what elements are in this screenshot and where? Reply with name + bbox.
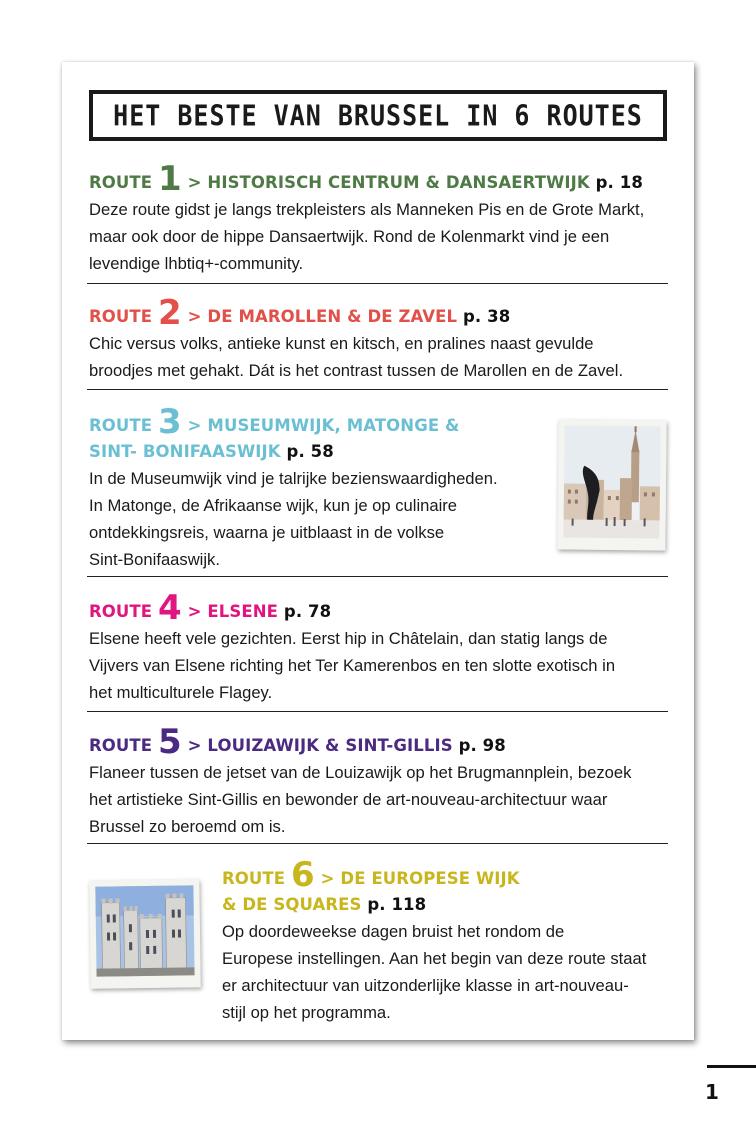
- page-title: HET BESTE VAN BRUSSEL IN 6 ROUTES: [113, 98, 643, 133]
- route-1-name: > HISTORISCH CENTRUM & DANSAERTWIJK: [187, 173, 590, 192]
- divider-2: [87, 389, 668, 390]
- route-4-number: 4: [158, 588, 182, 628]
- route-3-photo: [557, 419, 666, 550]
- route-5-description: [89, 759, 679, 840]
- route-2-number: 2: [158, 293, 182, 333]
- route-1-heading: [89, 159, 679, 199]
- route-5-name: > LOUIZAWIJK & SINT-GILLIS: [187, 736, 453, 755]
- route-4-description: [89, 625, 679, 706]
- route-6-line-1: Op doordeweekse dagen bruist het rondom de: [222, 922, 565, 941]
- route-3-line-1: In de Museumwijk vind je talrijke bezienswaardigheden.: [89, 469, 498, 488]
- route-6-line-4: stijl op het programma.: [222, 1003, 391, 1022]
- route-3-page: p. 58: [286, 442, 334, 461]
- route-6-page: p. 118: [367, 895, 427, 914]
- route-1-page: p. 18: [595, 173, 643, 192]
- route-6-number: 6: [291, 855, 315, 895]
- route-5-page: p. 98: [458, 736, 506, 755]
- route-2-name: > DE MAROLLEN & DE ZAVEL: [187, 307, 458, 326]
- route-3-name-line-2: SINT- BONIFAASWIJK: [89, 442, 281, 461]
- route-2-line-1: Chic versus volks, antieke kunst en kitsch, en pralines naast gevulde: [89, 334, 594, 353]
- route-5-line-2: het artistieke Sint-Gillis en bewonder de art-nouveau-architectuur waar: [89, 790, 608, 809]
- route-3-section: [89, 402, 549, 573]
- page-number: 1: [705, 1080, 719, 1104]
- route-6-line-2: Europese instellingen. Aan het begin van deze route staat: [222, 949, 647, 968]
- route-2-page: p. 38: [463, 307, 511, 326]
- route-2-heading: [89, 293, 679, 333]
- route-6-word: ROUTE: [222, 869, 286, 888]
- route-4-word: ROUTE: [89, 602, 153, 621]
- route-4-heading: [89, 588, 679, 628]
- route-3-number: 3: [158, 402, 182, 442]
- route-1-line-2: maar ook door de hippe Dansaertwijk. Rond de Kolenmarkt vind je een: [89, 227, 610, 246]
- route-6-heading: [222, 855, 672, 918]
- route-6-name-line-1: > DE EUROPESE WIJK: [320, 869, 520, 888]
- route-4-line-2: Vijvers van Elsene richting het Ter Kamerenbos en ten slotte exotisch in: [89, 656, 616, 675]
- route-1-line-3: levendige lhbtiq+-community.: [89, 254, 304, 273]
- divider-4: [87, 711, 668, 712]
- divider-5: [87, 843, 668, 844]
- route-1-section: [89, 159, 679, 277]
- route-5-number: 5: [158, 722, 182, 762]
- route-3-description: [89, 465, 549, 573]
- route-4-name: > ELSENE: [187, 602, 279, 621]
- route-6-section: [222, 855, 672, 1026]
- route-6-photo: [89, 879, 200, 989]
- route-1-word: ROUTE: [89, 173, 153, 192]
- route-5-section: [89, 722, 679, 840]
- route-5-line-1: Flaneer tussen de jetset van de Louizawijk op het Brugmannplein, bezoek: [89, 763, 632, 782]
- route-3-word: ROUTE: [89, 416, 153, 435]
- route-1-description: [89, 196, 679, 277]
- route-3-line-2: In Matonge, de Afrikaanse wijk, kun je op culinaire: [89, 496, 458, 515]
- route-4-line-3: het multiculturele Flagey.: [89, 683, 273, 702]
- title-box: [89, 90, 667, 141]
- route-6-name-line-2: & DE SQUARES: [222, 895, 362, 914]
- route-2-description: [89, 330, 679, 384]
- route-2-word: ROUTE: [89, 307, 153, 326]
- divider-1: [87, 283, 668, 284]
- route-3-name-line-1: > MUSEUMWIJK, MATONGE &: [187, 416, 460, 435]
- route-4-page: p. 78: [283, 602, 332, 621]
- divider-3: [87, 576, 668, 577]
- route-2-section: [89, 293, 679, 384]
- routes-card: [62, 62, 694, 1040]
- city-skyline-photo-icon: [557, 419, 666, 550]
- castle-photo-icon: [89, 879, 200, 989]
- route-1-line-1: Deze route gidst je langs trekpleisters als Manneken Pis en de Grote Markt,: [89, 200, 645, 219]
- route-3-heading: [89, 402, 549, 465]
- route-1-number: 1: [158, 159, 182, 199]
- route-4-line-1: Elsene heeft vele gezichten. Eerst hip in Châtelain, dan statig langs de: [89, 629, 608, 648]
- route-3-line-3: ontdekkingsreis, waarna je uitblaast in de volkse: [89, 523, 445, 542]
- page-number-bar: [707, 1065, 756, 1068]
- route-6-line-3: er architectuur van uitzonderlijke klasse in art-nouveau-: [222, 976, 629, 995]
- route-6-description: [222, 918, 672, 1026]
- route-2-line-2: broodjes met gehakt. Dát is het contrast tussen de Marollen en de Zavel.: [89, 361, 624, 380]
- route-5-word: ROUTE: [89, 736, 153, 755]
- route-5-line-3: Brussel zo beroemd om is.: [89, 817, 286, 836]
- route-3-line-4: Sint-Bonifaaswijk.: [89, 550, 220, 569]
- route-4-section: [89, 588, 679, 706]
- route-5-heading: [89, 722, 679, 762]
